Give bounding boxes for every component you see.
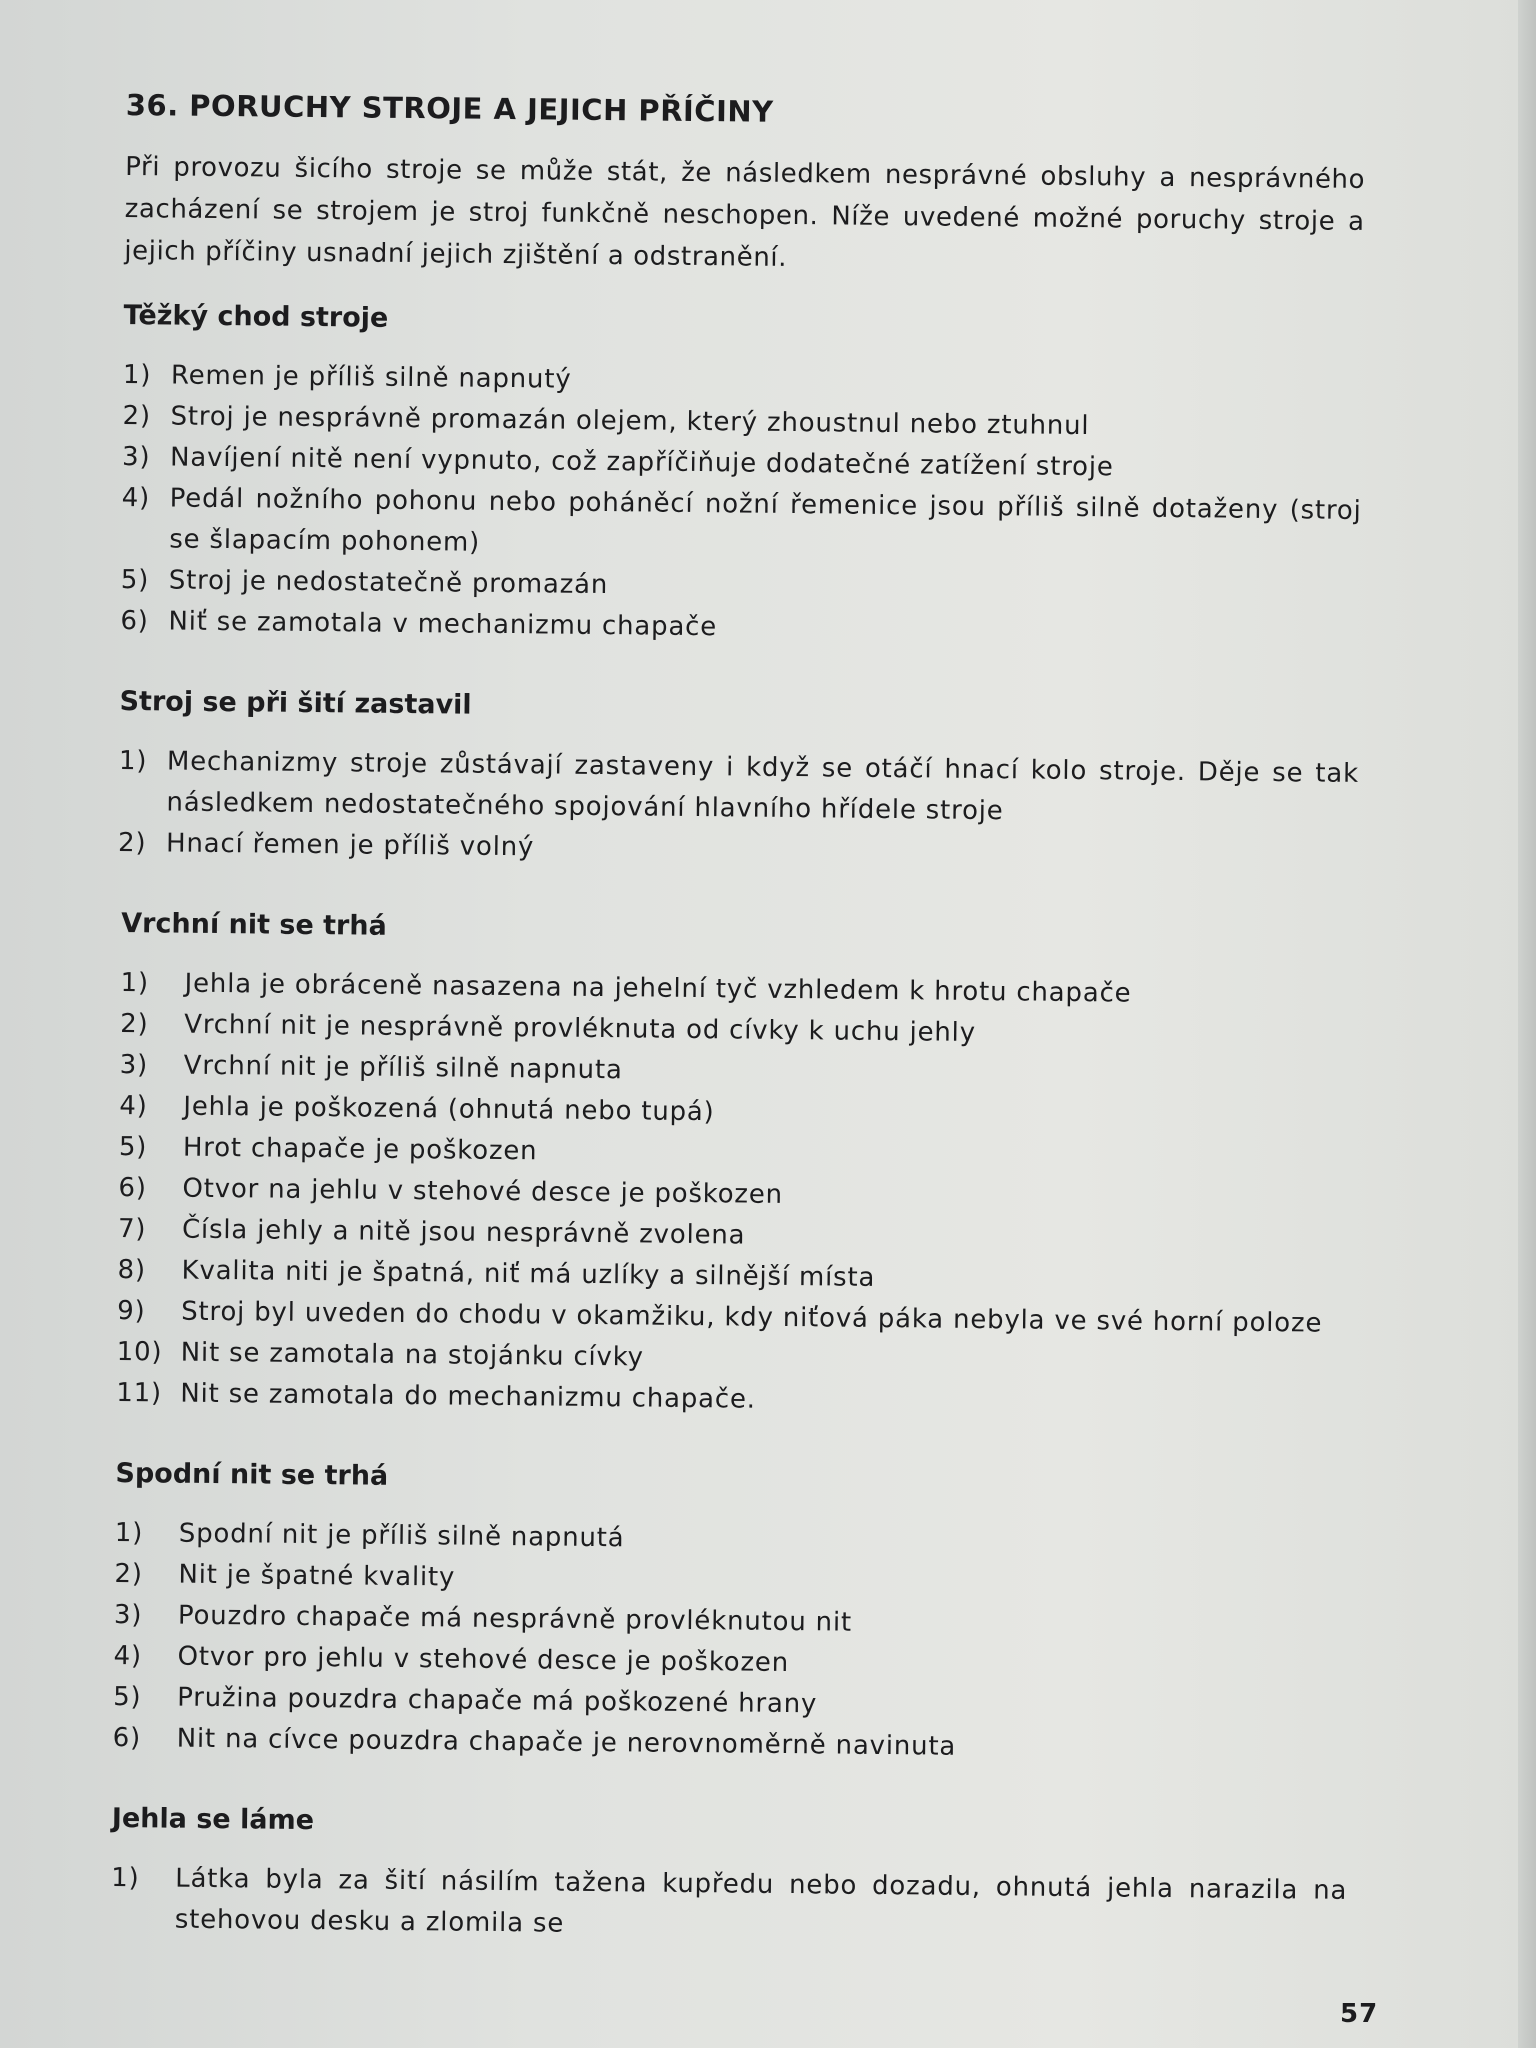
- item-number: 11): [116, 1377, 163, 1409]
- chapter-title: 36. PORUCHY STROJE A JEJICH PŘÍČINY: [125, 88, 774, 129]
- item-text: Stroj je nedostatečně promazán: [168, 565, 609, 601]
- section-heavy-running: [120, 300, 1364, 655]
- item-number: 8): [117, 1254, 147, 1286]
- item-number: 4): [121, 482, 151, 514]
- list-item: [118, 741, 1359, 836]
- section-heading: Těžký chod stroje: [123, 299, 389, 334]
- section-upper-thread-breaks: [112, 908, 1357, 1427]
- item-number: 3): [121, 441, 151, 473]
- item-text: Vrchní nit je nesprávně provléknuta od cívky k uchu jehly: [184, 1009, 977, 1048]
- section-lower-thread-breaks: [109, 1458, 1352, 1772]
- cause-list: [113, 1513, 1352, 1772]
- item-text: Navíjení nitě není vypnuto, což zapříčiňuje dodatečné zatížení stroje: [169, 442, 1114, 483]
- item-number: 5): [118, 1131, 148, 1163]
- section-heading: Vrchní nit se trhá: [121, 907, 387, 942]
- page-number: 57: [1340, 1999, 1379, 2029]
- item-number: 9): [117, 1295, 146, 1327]
- page-content: [106, 88, 1366, 1997]
- item-text: Látka byla za šití násilím tažena kupředu nebo dozadu, ohnutá jehla narazila na stehovou desku a zlomila se: [174, 1863, 1348, 1939]
- item-number: 1): [118, 745, 148, 777]
- item-text: Pouzdro chapače má nesprávně provléknutou nit: [177, 1600, 853, 1638]
- item-text: Niť se zamotala v mechanizmu chapače: [168, 606, 718, 643]
- item-text: Nit na cívce pouzdra chapače je nerovnoměrně navinuta: [176, 1723, 957, 1762]
- item-text: Hrot chapače je poškozen: [182, 1132, 538, 1167]
- item-number: 1): [114, 1517, 144, 1549]
- item-text: Mechanizmy stroje zůstávají zastaveny i když se otáčí hnací kolo stroje. Děje se tak následkem nedostatečného spojování hlavního hřídele stroje: [166, 746, 1360, 827]
- item-number: 2): [122, 400, 152, 432]
- cause-list: [116, 963, 1357, 1427]
- item-number: 2): [120, 1008, 149, 1040]
- list-item: [121, 478, 1362, 573]
- item-number: 2): [117, 827, 147, 859]
- item-text: Nit se zamotala na stojánku cívky: [180, 1337, 644, 1373]
- item-text: Remen je příliš silně napnutý: [170, 360, 572, 395]
- item-number: 10): [116, 1336, 163, 1368]
- section-heading: Stroj se při šití zastavil: [119, 685, 472, 721]
- cause-list: [118, 741, 1359, 877]
- item-text: Spodní nit je příliš silně napnutá: [178, 1518, 625, 1554]
- item-text: Jehla je poškozená (ohnutá nebo tupá): [183, 1091, 715, 1128]
- item-text: Nit se zamotala do mechanizmu chapače.: [180, 1378, 756, 1415]
- item-number: 6): [112, 1722, 142, 1754]
- item-number: 7): [117, 1213, 147, 1245]
- item-text: Nit je špatné kvality: [178, 1559, 456, 1593]
- intro-paragraph: Při provozu šicího stroje se může stát, že následkem nesprávné obsluhy a nesprávného zacházení se strojem je stroj funkčně neschopen. Níže uvedené možné poruchy stroje a jejich příčiny usnadní jejich zjištění a odstranění.: [124, 151, 1366, 273]
- item-number: 5): [112, 1681, 142, 1713]
- section-machine-stopped: [118, 686, 1360, 877]
- item-text: Čísla jehly a nitě jsou nesprávně zvolena: [181, 1214, 746, 1251]
- item-text: Kvalita niti je špatná, niť má uzlíky a silnější místa: [181, 1255, 876, 1293]
- item-text: Hnací řemen je příliš volný: [165, 828, 535, 863]
- section-needle-breaks: [107, 1803, 1348, 1953]
- item-text: Vrchní nit je příliš silně napnuta: [183, 1050, 623, 1086]
- list-item: [111, 1858, 1348, 1953]
- item-text: Pedál nožního pohonu nebo poháněcí nožní řemenice jsou příliš silně dotaženy (stroj se šlapacím pohonem): [169, 483, 1362, 558]
- facing-page-edge: [1518, 0, 1536, 2048]
- item-number: 6): [120, 605, 149, 637]
- item-text: Otvor na jehlu v stehové desce je poškozen: [182, 1173, 784, 1210]
- item-text: Pružina pouzdra chapače má poškozené hrany: [176, 1682, 818, 1720]
- section-heading: Spodní nit se trhá: [115, 1457, 389, 1492]
- item-number: 2): [114, 1558, 143, 1590]
- item-number: 6): [118, 1172, 147, 1204]
- item-text: Stroj byl uveden do chodu v okamžiku, kdy niťová páka nebyla ve své horní poloze: [181, 1296, 1323, 1339]
- cause-list: [111, 1858, 1348, 1953]
- section-heading: Jehla se láme: [111, 1802, 315, 1837]
- item-number: 3): [119, 1049, 149, 1081]
- item-text: Stroj je nesprávně promazán olejem, který zhoustnul nebo ztuhnul: [170, 401, 1090, 442]
- item-text: Otvor pro jehlu v stehové desce je poškozen: [177, 1641, 790, 1679]
- item-number: 1): [122, 359, 152, 391]
- item-text: Jehla je obráceně nasazena na jehelní tyč vzhledem k hrotu chapače: [184, 968, 1132, 1009]
- item-number: 3): [113, 1599, 143, 1631]
- item-number: 4): [113, 1640, 143, 1672]
- item-number: 1): [120, 967, 150, 999]
- item-number: 5): [120, 564, 150, 596]
- cause-list: [120, 355, 1363, 655]
- item-number: 4): [119, 1090, 148, 1122]
- item-number: 1): [111, 1862, 140, 1894]
